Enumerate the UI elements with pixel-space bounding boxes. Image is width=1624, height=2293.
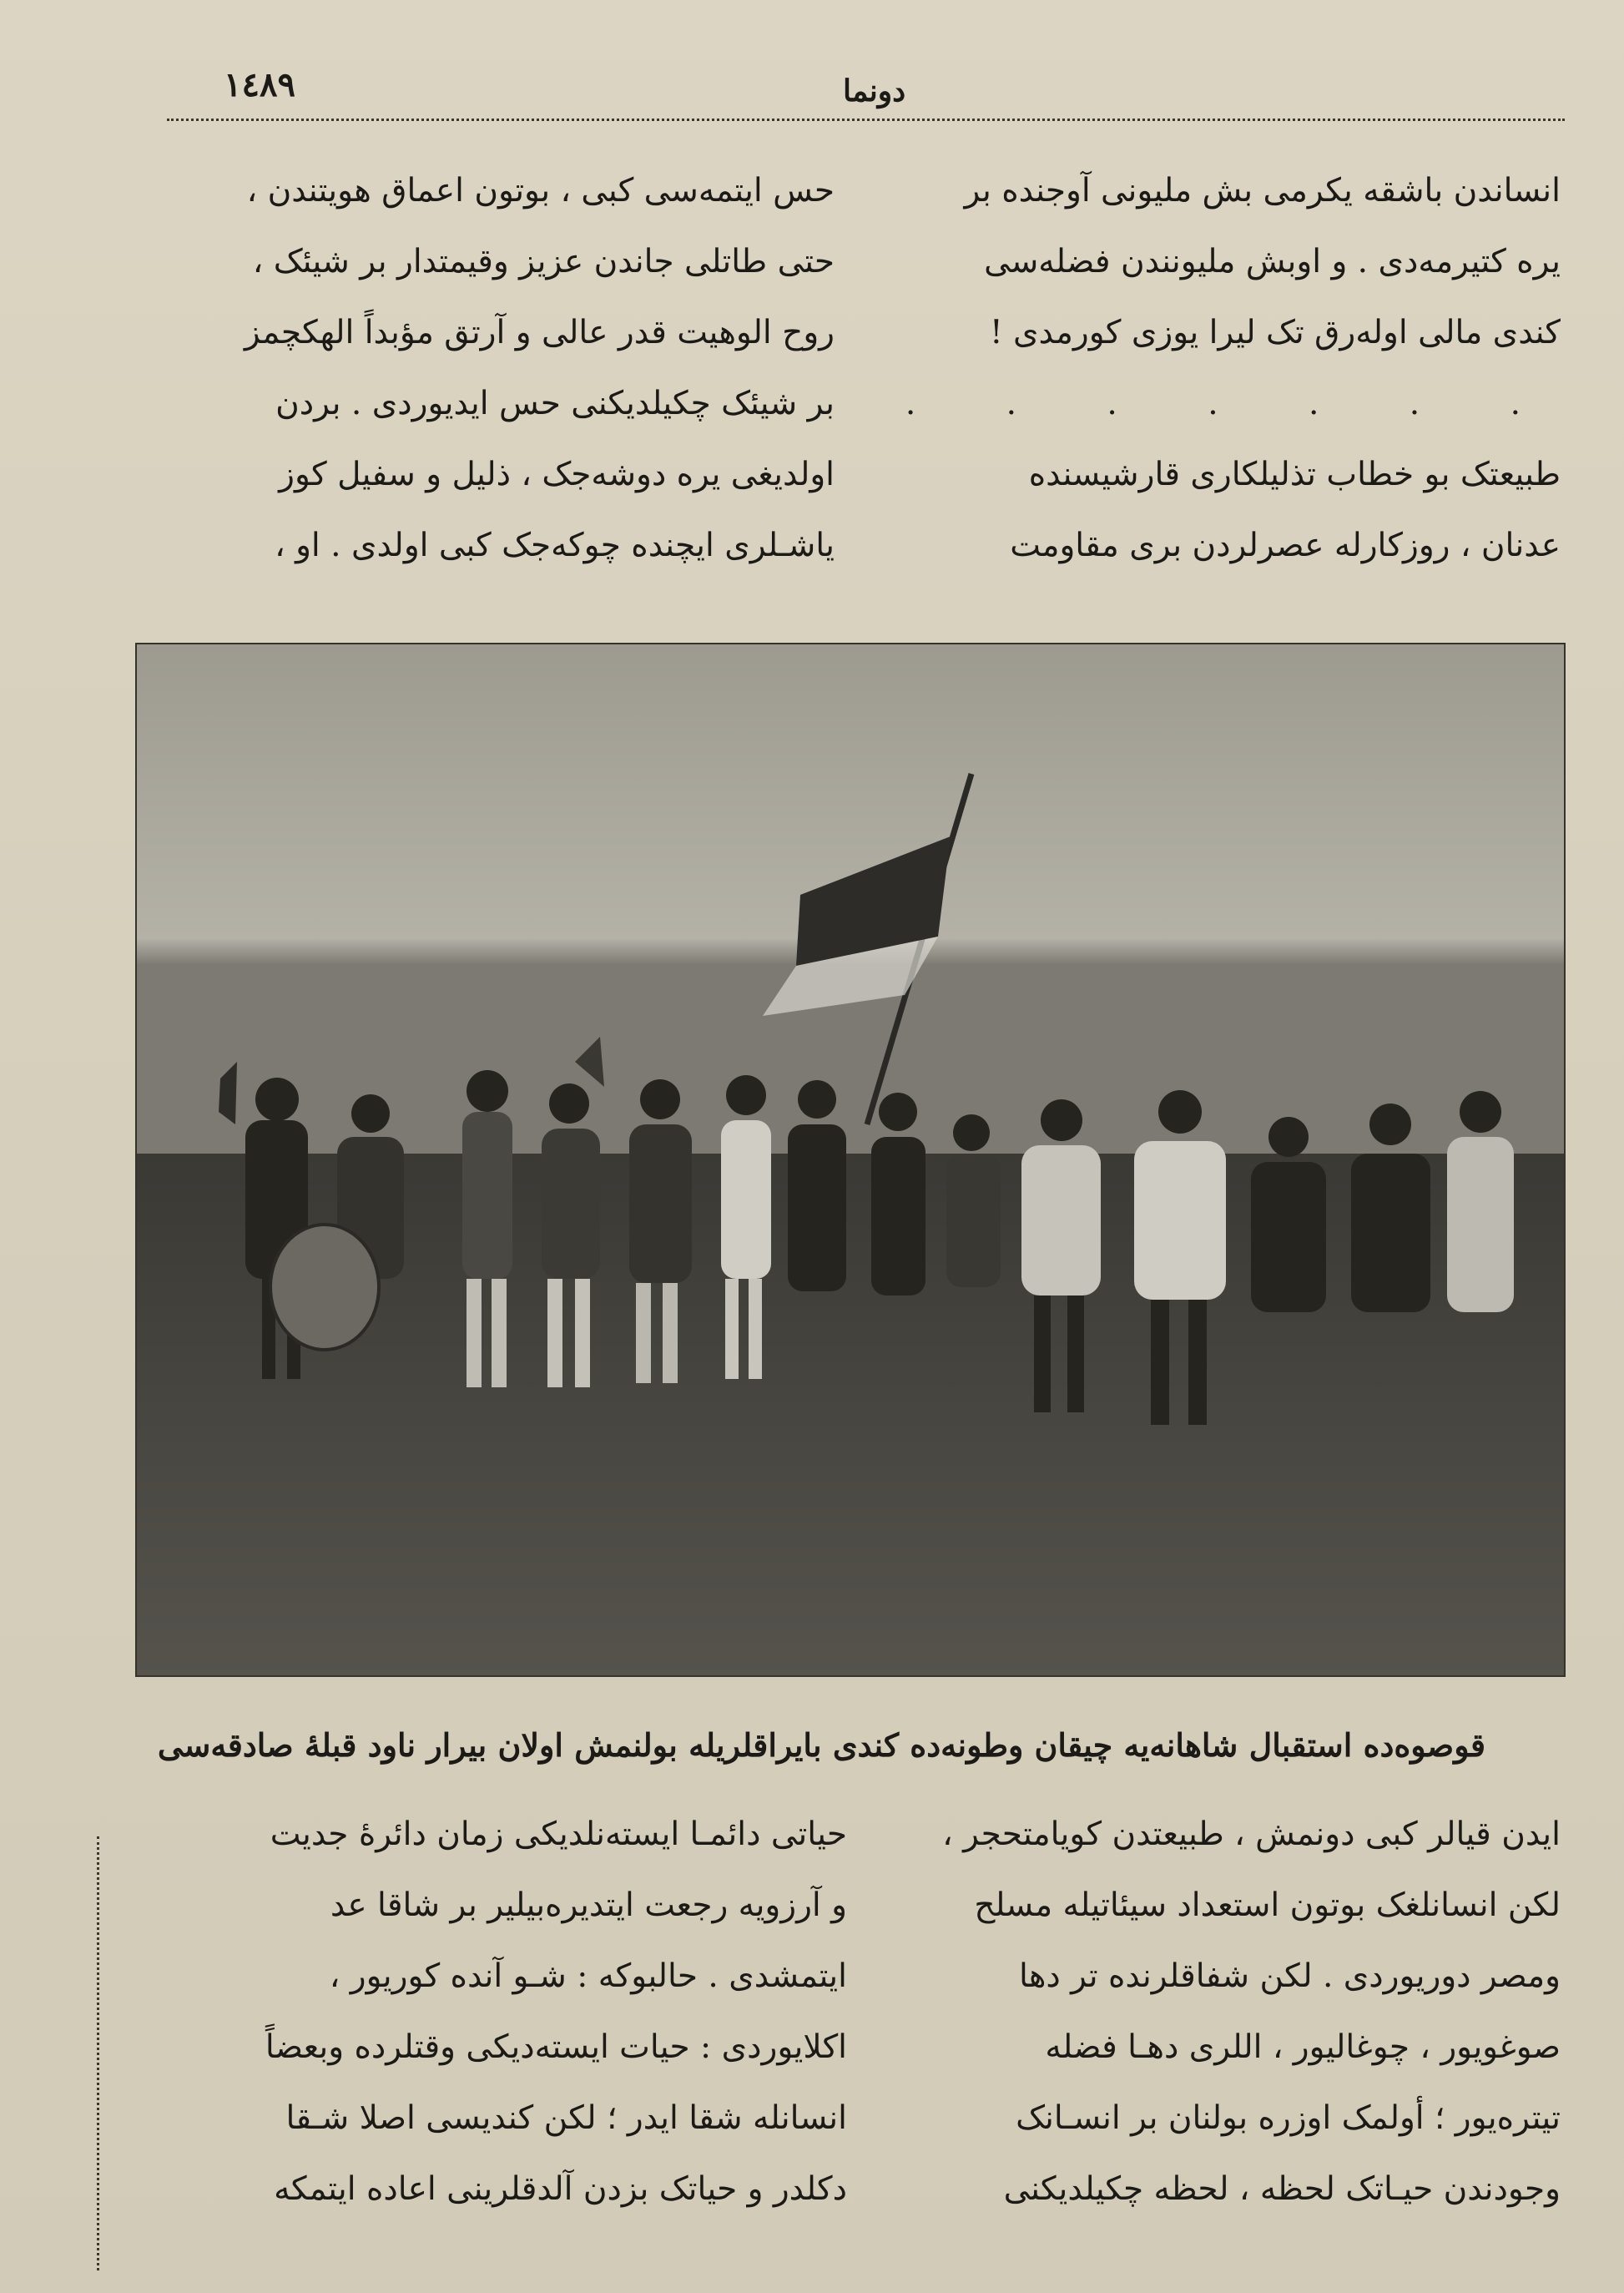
- text-line: یاشـلری ایچنده چوکه‌جک کبی اولدی . او ،: [275, 527, 835, 564]
- text-line: و آرزویه رجعت ایتدیره‌بیلیر بر شاقا عد: [330, 1886, 847, 1924]
- text-line: وجودندن حیـاتک لحظه ، لحظه چکیلدیکنی: [1003, 2170, 1561, 2208]
- running-title: دونما: [843, 73, 906, 109]
- text-line: دکلدر و حیاتک بزدن آلدقلرینی اعاده ایتمکه: [274, 2170, 847, 2208]
- text-line: کندی مالی اوله‌رق تک لیرا یوزی کورمدی !: [989, 314, 1561, 351]
- text-line: اولدیغی یره دوشه‌جک ، ذلیل و سفیل کوز: [279, 456, 835, 493]
- text-line: بر شیئک چکیلدیکنی حس ایدیوردی . بردن: [275, 385, 835, 422]
- text-line: عدنان ، روزکارله عصرلردن بری مقاومت: [1010, 527, 1561, 564]
- top-right-column: [901, 155, 1561, 581]
- bottom-right-column: [885, 1799, 1561, 2225]
- bottom-left-column: [146, 1799, 847, 2225]
- historical-photograph: [135, 643, 1566, 1677]
- margin-mark: [97, 1836, 104, 2270]
- text-line: یره کتیرمه‌دی . و اوبش ملیونندن فضله‌سی: [984, 243, 1561, 280]
- text-line: انسانله شقا ایدر ؛ لکن کندیسی اصلا شـقا: [285, 2099, 847, 2137]
- page-number: ١٤٨٩: [224, 65, 295, 104]
- text-line: طبیعتک بو خطاب تذلیلکاری قارشیسنده: [1028, 456, 1561, 493]
- text-line: صوغویور ، چوغالیور ، اللری دهـا فضله: [1045, 2028, 1561, 2066]
- text-line: حتی طاتلی جاندن عزیز وقیمتدار بر شیئک ،: [252, 243, 835, 280]
- text-line: اکلایوردی : حیات ایسته‌دیکی وقتلرده وبعضاً: [265, 2028, 847, 2066]
- header-rule: [167, 119, 1565, 121]
- text-line: حیاتی دائمـا ایسته‌نلدیکی زمان دائرهٔ جدیت: [270, 1816, 847, 1853]
- drum: [270, 1225, 379, 1350]
- text-line: ومصر دوریوردی . لکن شفاقلرنده تر دها: [1018, 1957, 1561, 1995]
- text-line: حس ایتمه‌سی کبی ، بوتون اعماق هویتندن ،: [246, 172, 835, 210]
- text-line: ایدن قیالر کبی دونمش ، طبیعتدن کویامتحجر ،: [942, 1816, 1561, 1853]
- photo-illustration: [137, 644, 1564, 1675]
- photo-caption: قوصوه‌ده استقبال شاهانه‌یه چیقان وطونه‌ده کندی بایراقلریله بولنمش اولان بیرار ناود قبلهٔ صادقه‌سی: [157, 1726, 1485, 1764]
- text-line: انساندن باشقه یکرمی بش ملیونی آوجنده بر: [964, 172, 1561, 210]
- text-line: تیتره‌یور ؛ أولمک اوزره بولنان بر انسـانک: [1016, 2099, 1561, 2137]
- top-left-column: [159, 155, 835, 581]
- text-line: لکن انسانلغک بوتون استعداد سیئاتیله مسلح: [974, 1886, 1561, 1924]
- ellipsis-line: . . . . . . .: [905, 385, 1561, 422]
- text-line: روح الوهیت قدر عالی و آرتق مؤبداً الهکچمز: [244, 314, 835, 351]
- text-line: ایتمشدی . حالبوکه : شـو آنده کوریور ،: [329, 1957, 847, 1995]
